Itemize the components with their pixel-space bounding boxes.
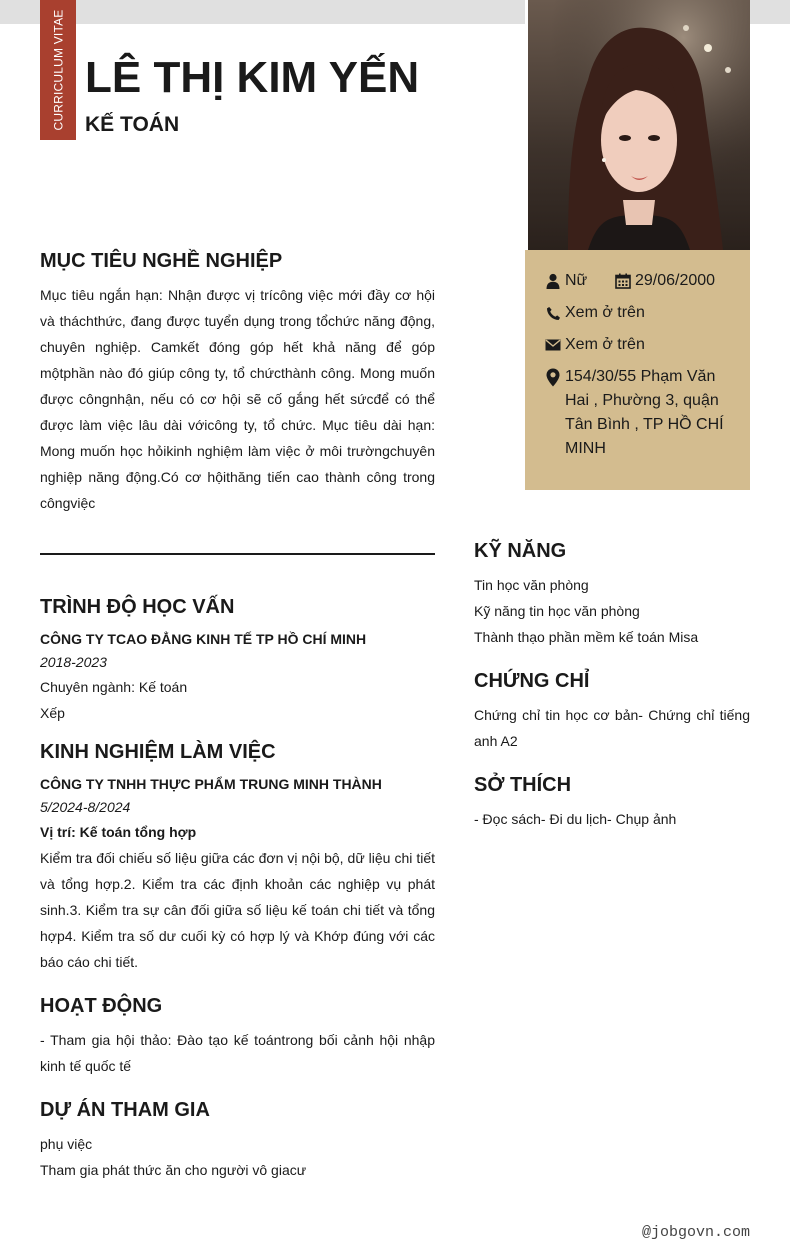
gender-row bbox=[544, 269, 587, 293]
education-rank: Xếp bbox=[40, 705, 65, 721]
calendar-icon bbox=[614, 269, 632, 293]
objective-text: Mục tiêu ngắn hạn: Nhận được vị trícông việc mới đầy cơ hội và tháchthức, đang được tuyển dụng trong tổchức năng động, chuyên nghiệp. Camkết đóng góp hết khả năng để góp mộtphần nào đó giúp công ty, tổ chứcthành công. Mong muốn được côngnhận, nếu có cơ hội sẽ cố gắng hết sứcđể có thể được làm việc lâu dài vớicông ty, tổ chức. Mục tiêu dài hạn: Mong muốn học hỏikinh nghiệm làm việc ở môi trườngchuyên nghiệp năng động.Có cơ hộithăng tiến cao thành công trong côngviệc bbox=[40, 287, 435, 511]
education-title: TRÌNH ĐỘ HỌC VẤN bbox=[40, 596, 235, 618]
education-major: Chuyên ngành: Kế toán bbox=[40, 679, 188, 695]
experience-company: CÔNG TY TNHH THỰC PHẨM TRUNG MINH THÀNH bbox=[40, 776, 382, 792]
contact-panel bbox=[525, 250, 750, 490]
education-period: 2018-2023 bbox=[40, 654, 107, 670]
section-divider bbox=[40, 553, 435, 555]
activities-title: HOẠT ĐỘNG bbox=[40, 995, 163, 1017]
person-icon bbox=[544, 269, 562, 293]
skills-title: KỸ NĂNG bbox=[474, 540, 567, 562]
experience-title: KINH NGHIỆM LÀM VIỆC bbox=[40, 741, 276, 763]
birthday-row bbox=[614, 269, 715, 293]
hobbies-text: - Đọc sách- Đi du lịch- Chụp ảnh bbox=[474, 811, 677, 827]
experience-position: Vị trí: Kế toán tổng hợp bbox=[40, 824, 197, 840]
mail-icon bbox=[544, 333, 562, 357]
address-row bbox=[544, 365, 734, 461]
hobbies-title: SỞ THÍCH bbox=[474, 774, 572, 796]
email-row bbox=[544, 333, 645, 357]
phone-icon bbox=[544, 301, 562, 325]
certificates-text: Chứng chỉ tin học cơ bản- Chứng chỉ tiếng anh A2 bbox=[474, 707, 750, 749]
birthday-value: 29/06/2000 bbox=[635, 272, 716, 289]
cv-tag-label: CURRICULUM VITAE bbox=[51, 9, 65, 131]
activities-text: - Tham gia hội thảo: Đào tạo kế toántrong bối cảnh hội nhập kinh tế quốc tế bbox=[40, 1032, 435, 1074]
phone-value: Xem ở trên bbox=[565, 304, 645, 321]
gender-value: Nữ bbox=[565, 272, 588, 289]
location-pin-icon bbox=[544, 365, 562, 389]
experience-period: 5/2024-8/2024 bbox=[40, 799, 131, 815]
phone-row bbox=[544, 301, 645, 325]
skill-item: Kỹ năng tin học văn phòng bbox=[474, 603, 640, 619]
profile-photo-illustration bbox=[528, 0, 750, 250]
education-school: CÔNG TY TCAO ĐẲNG KINH TẾ TP HỒ CHÍ MINH bbox=[40, 631, 367, 647]
project-item: phụ việc bbox=[40, 1136, 93, 1152]
job-title: KẾ TOÁN bbox=[85, 113, 180, 136]
footer-watermark: @jobgovn.com bbox=[641, 1224, 750, 1241]
candidate-name: LÊ THỊ KIM YẾN bbox=[85, 53, 420, 102]
objective-title: MỤC TIÊU NGHỀ NGHIỆP bbox=[40, 250, 283, 272]
profile-photo bbox=[528, 0, 750, 250]
project-item: Tham gia phát thức ăn cho người vô giacư bbox=[40, 1162, 307, 1178]
experience-description: Kiểm tra đối chiếu số liệu giữa các đơn vị nội bộ, dữ liệu chi tiết và tổng hợp.2. Kiểm tra các định khoản các nghiệp vụ phát sinh.3. Kiểm tra sự cân đối giữa số liệu kế toán chi tiết và tổng hợp4. Kiểm tra số dư cuối kỳ có hợp lý và Khớp đúng với các báo cáo chi tiết. bbox=[40, 850, 435, 970]
curriculum-vitae-tag bbox=[40, 0, 76, 140]
skill-item: Tin học văn phòng bbox=[474, 577, 589, 593]
skill-item: Thành thạo phần mềm kế toán Misa bbox=[474, 629, 699, 645]
email-value: Xem ở trên bbox=[565, 336, 645, 353]
address-value: 154/30/55 Phạm Văn Hai , Phường 3, quận Tân Bình , TP HỒ CHÍ MINH bbox=[565, 368, 724, 457]
projects-title: DỰ ÁN THAM GIA bbox=[40, 1099, 210, 1121]
certificates-title: CHỨNG CHỈ bbox=[474, 670, 590, 692]
